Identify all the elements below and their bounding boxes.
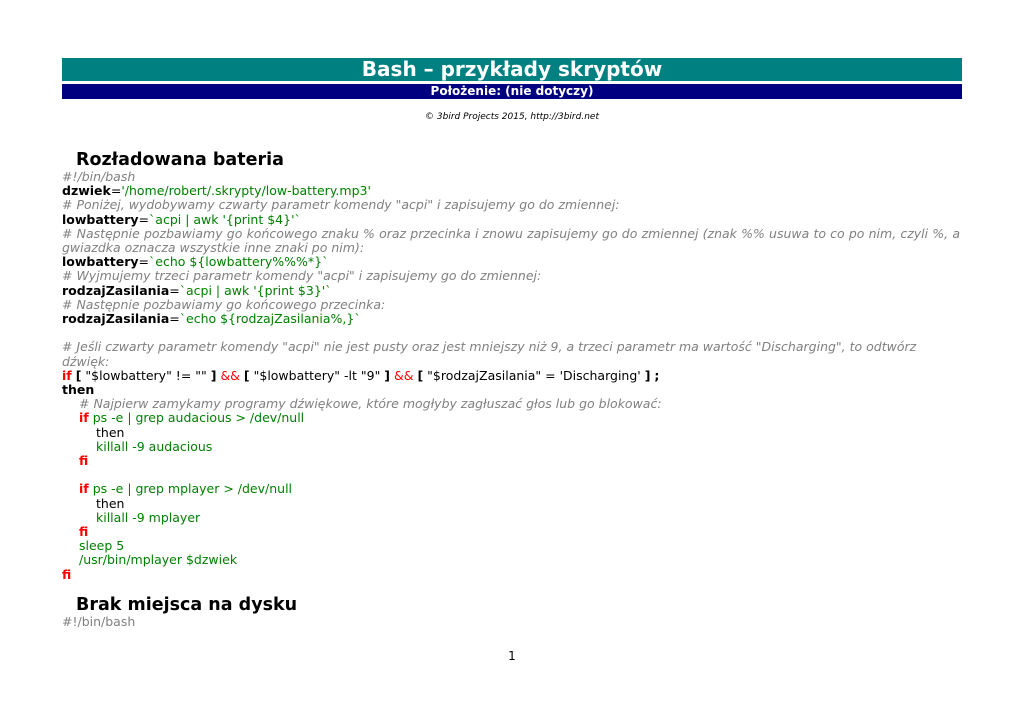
code-line: if ps -e | grep mplayer > /dev/null <box>79 481 293 497</box>
page-number: 1 <box>508 649 516 663</box>
code-line: rodzajZasilania=`echo ${rodzajZasilania%,}` <box>62 311 361 327</box>
document-subtitle: Położenie: (nie dotyczy) <box>62 84 962 99</box>
code-line: if ps -e | grep audacious > /dev/null <box>79 410 305 426</box>
section-heading-battery: Rozładowana bateria <box>76 150 284 170</box>
code-line: rodzajZasilania=`acpi | awk '{print $3}'` <box>62 282 332 298</box>
comment-line: # Poniżej, wydobywamy czwarty parametr komendy "acpi" i zapisujemy go do zmiennej: <box>62 197 620 213</box>
then-keyword: then <box>62 382 95 398</box>
code-line: lowbattery=`acpi | awk '{print $4}'` <box>62 211 301 227</box>
code-block-battery <box>62 169 964 582</box>
fi-keyword: fi <box>62 566 72 582</box>
comment-line: # Jeśli czwarty parametr komendy "acpi" nie jest pusty oraz jest mniejszy niż 9, a trzeci parametr ma wartość "Discharging", to odtwórz dźwięk: <box>62 339 921 369</box>
blank-line <box>62 326 960 340</box>
code-line: killall -9 mplayer <box>96 509 201 525</box>
copyright-note: © 3bird Projects 2015, http://3bird.net <box>425 112 599 122</box>
then-inner: then <box>96 495 125 511</box>
code-line: killall -9 audacious <box>96 438 213 454</box>
fi-keyword: fi <box>79 453 89 469</box>
section-heading-disk: Brak miejsca na dysku <box>76 595 298 615</box>
comment-line: # Wyjmujemy trzeci parametr komendy "acpi" i zapisujemy go do zmiennej: <box>62 268 542 284</box>
document-title: Bash – przykłady skryptów <box>62 58 962 81</box>
blank-line <box>62 468 960 482</box>
code-block-disk <box>62 615 960 629</box>
fi-keyword: fi <box>79 524 89 540</box>
code-line: lowbattery=`echo ${lowbattery%%%*}` <box>62 254 329 270</box>
comment-line: # Następnie pozbawiamy go końcowego znaku % oraz przecinka i znowu zapisujemy go do zmiennej (znak %% usuwa to co po nim, czyli %, a gwiazdka oznacza wszystkie inne znaki po nim): <box>62 225 964 256</box>
shebang-line: #!/bin/bash <box>62 614 136 629</box>
code-line: /usr/bin/mplayer $dzwiek <box>79 552 238 568</box>
shebang-line: #!/bin/bash <box>62 169 136 184</box>
if-condition-line: if [ "$lowbattery" != "" ] && [ "$lowbattery" -lt "9" ] && [ "$rodzajZasilania" = 'Discharging' ] ; <box>62 367 660 383</box>
comment-line: # Najpierw zamykamy programy dźwiękowe, które mogłyby zagłuszać głos lub go blokować: <box>79 396 662 412</box>
comment-line: # Następnie pozbawiamy go końcowego przecinka: <box>62 296 386 312</box>
then-inner: then <box>96 424 125 440</box>
code-line: sleep 5 <box>79 538 125 554</box>
code-line: dzwiek='/home/robert/.skrypty/low-battery.mp3' <box>62 183 371 199</box>
